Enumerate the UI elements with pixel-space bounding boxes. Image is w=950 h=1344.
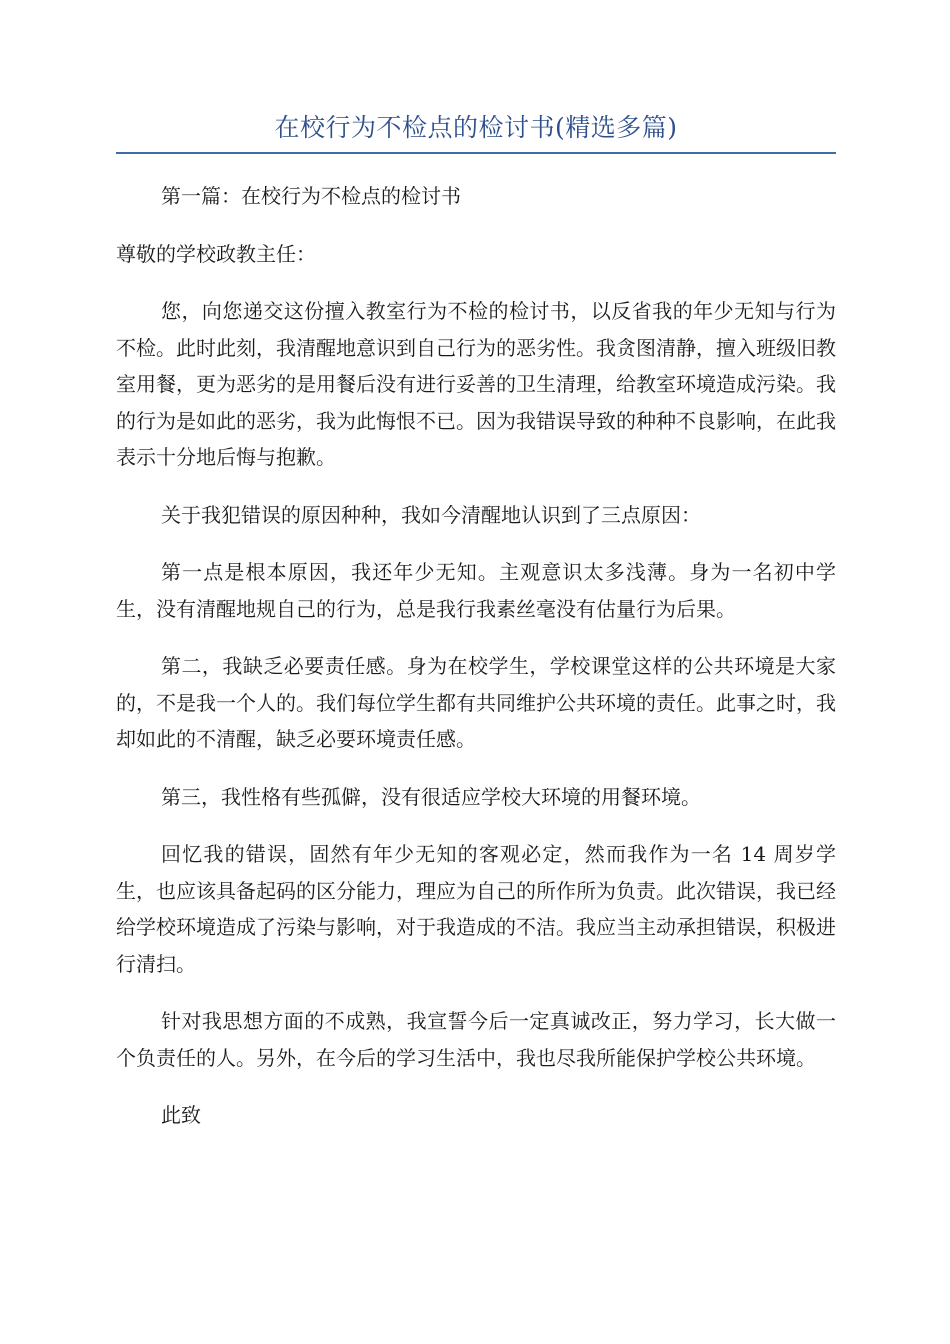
body-paragraph: 针对我思想方面的不成熟，我宣誓今后一定真诚改正，努力学习，长大做一个负责任的人。另外，在今后的学习生活中，我也尽我所能保护学校公共环境。 [116,1009,836,1070]
document-title: 在校行为不检点的检讨书(精选多篇) [274,113,678,142]
body-paragraph: 第三，我性格有些孤僻，没有很适应学校大环境的用餐环境。 [161,784,701,809]
body-paragraph: 第一点是根本原因，我还年少无知。主观意识太多浅薄。身为一名初中学生，没有清醒地规自己的行为，总是我行我素丝毫没有估量行为后果。 [116,560,836,621]
body-paragraph: 回忆我的错误，固然有年少无知的客观必定，然而我作为一名 14 周岁学生，也应该具备起码的区分能力，理应为自己的所作所为负责。此次错误，我已经给学校环境造成了污染与影响，对于我造成的不洁。我应当主动承担错误，积极进行清扫。 [116,842,836,976]
closing-phrase: 此致 [161,1103,201,1127]
title-underline [116,152,836,154]
document-page [116,108,836,1155]
document-body [116,178,836,1134]
section-heading: 第一篇：在校行为不检点的检讨书 [161,184,461,208]
body-paragraph: 关于我犯错误的原因种种，我如今清醒地认识到了三点原因： [161,502,701,527]
body-paragraph: 您，向您递交这份擅入教室行为不检的检讨书，以反省我的年少无知与行为不检。此时此刻，我清醒地意识到自己行为的恶劣性。我贪图清静，擅入班级旧教室用餐，更为恶劣的是用餐后没有进行妥善的卫生清理，给教室环境造成污染。我的行为是如此的恶劣，我为此悔恨不已。因为我错误导致的种种不良影响，在此我表示十分地后悔与抱歉。 [116,299,836,469]
salutation: 尊敬的学校政教主任： [116,241,316,266]
body-paragraph: 第二，我缺乏必要责任感。身为在校学生，学校课堂这样的公共环境是大家的，不是我一个人的。我们每位学生都有共同维护公共环境的责任。此事之时，我却如此的不清醒，缺乏必要环境责任感。 [116,654,836,751]
